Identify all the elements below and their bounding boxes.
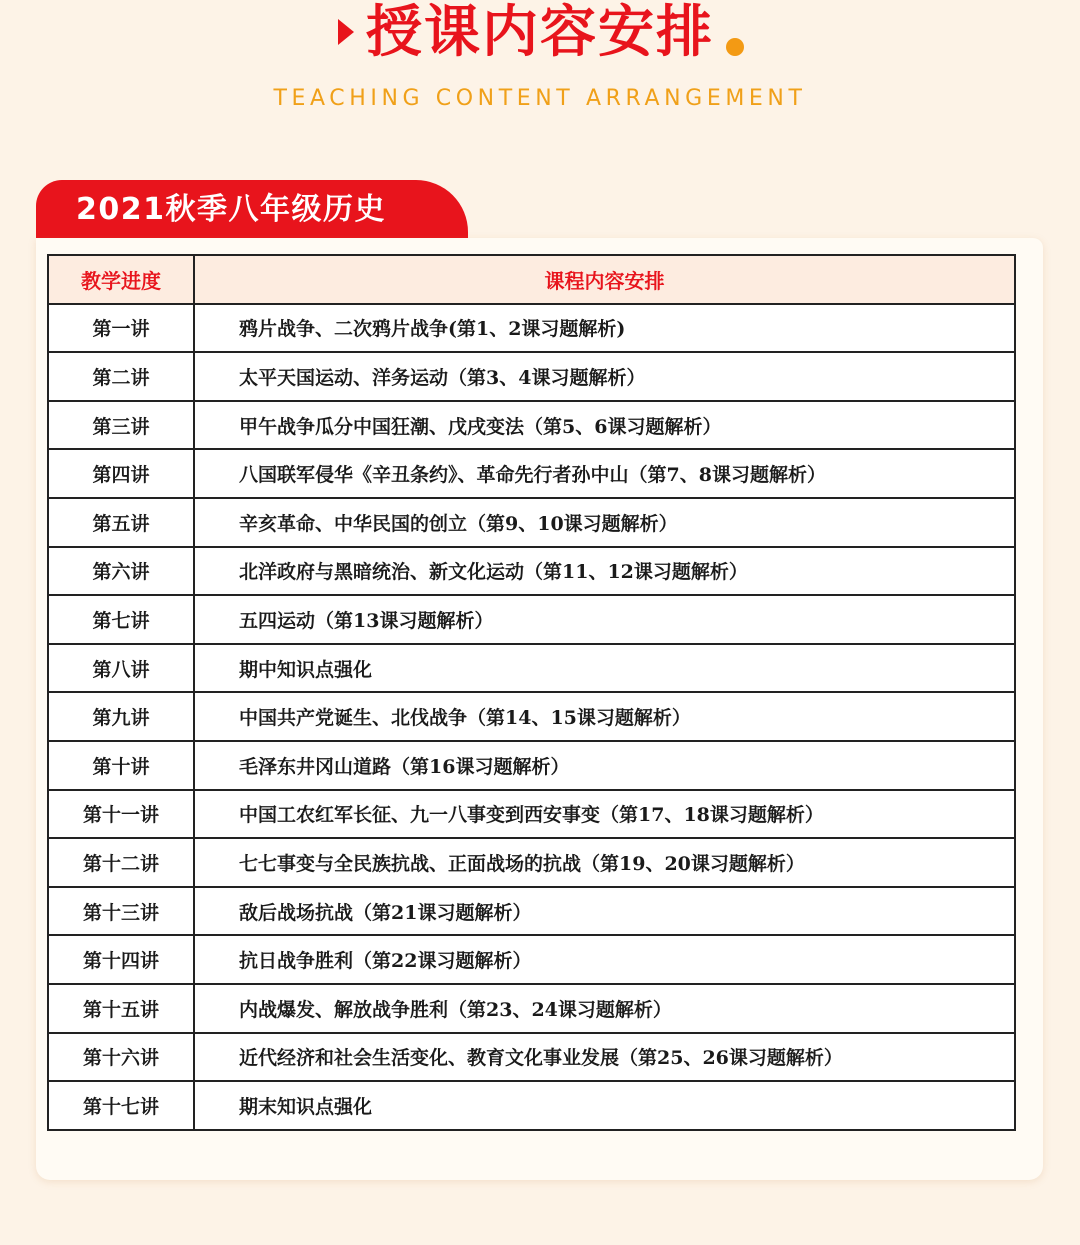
dot-marker-icon xyxy=(726,38,744,56)
table-row xyxy=(48,352,1015,401)
lecture-number-cell: 第十一讲 xyxy=(48,790,194,839)
lecture-content-cell: 中国工农红军长征、九一八事变到西安事变（第17、18课习题解析） xyxy=(194,790,1015,839)
schedule-table xyxy=(47,254,1016,1131)
lecture-number-cell: 第二讲 xyxy=(48,352,194,401)
table-row xyxy=(48,644,1015,693)
page-title-block xyxy=(366,2,714,64)
lecture-number-cell: 第十七讲 xyxy=(48,1081,194,1130)
lecture-number-cell: 第九讲 xyxy=(48,692,194,741)
lecture-content-cell: 敌后战场抗战（第21课习题解析） xyxy=(194,887,1015,936)
table-row xyxy=(48,935,1015,984)
table-row xyxy=(48,984,1015,1033)
column-header-content: 课程内容安排 xyxy=(194,255,1015,304)
lecture-content-cell: 近代经济和社会生活变化、教育文化事业发展（第25、26课习题解析） xyxy=(194,1033,1015,1082)
table-row xyxy=(48,741,1015,790)
table-row xyxy=(48,887,1015,936)
lecture-number-cell: 第五讲 xyxy=(48,498,194,547)
lecture-number-cell: 第十讲 xyxy=(48,741,194,790)
lecture-number-cell: 第八讲 xyxy=(48,644,194,693)
table-row xyxy=(48,1033,1015,1082)
lecture-content-cell: 七七事变与全民族抗战、正面战场的抗战（第19、20课习题解析） xyxy=(194,838,1015,887)
page-header xyxy=(0,0,1080,130)
table-row xyxy=(48,790,1015,839)
table-row xyxy=(48,304,1015,353)
lecture-content-cell: 甲午战争瓜分中国狂潮、戊戌变法（第5、6课习题解析） xyxy=(194,401,1015,450)
triangle-marker-icon xyxy=(338,19,354,45)
lecture-number-cell: 第四讲 xyxy=(48,449,194,498)
lecture-number-cell: 第一讲 xyxy=(48,304,194,353)
page-subtitle: TEACHING CONTENT ARRANGEMENT xyxy=(273,86,807,111)
course-tab-label: 2021秋季八年级历史 xyxy=(36,180,468,238)
lecture-number-cell: 第十六讲 xyxy=(48,1033,194,1082)
table-header-row xyxy=(48,255,1015,304)
lecture-number-cell: 第六讲 xyxy=(48,547,194,596)
lecture-content-cell: 内战爆发、解放战争胜利（第23、24课习题解析） xyxy=(194,984,1015,1033)
lecture-number-cell: 第七讲 xyxy=(48,595,194,644)
lecture-content-cell: 辛亥革命、中华民国的创立（第9、10课习题解析） xyxy=(194,498,1015,547)
column-header-progress: 教学进度 xyxy=(48,255,194,304)
table-row xyxy=(48,595,1015,644)
lecture-content-cell: 八国联军侵华《辛丑条约》、革命先行者孙中山（第7、8课习题解析） xyxy=(194,449,1015,498)
table-row xyxy=(48,547,1015,596)
lecture-content-cell: 中国共产党诞生、北伐战争（第14、15课习题解析） xyxy=(194,692,1015,741)
lecture-number-cell: 第三讲 xyxy=(48,401,194,450)
table-row xyxy=(48,838,1015,887)
lecture-content-cell: 期中知识点强化 xyxy=(194,644,1015,693)
lecture-number-cell: 第十四讲 xyxy=(48,935,194,984)
lecture-content-cell: 毛泽东井冈山道路（第16课习题解析） xyxy=(194,741,1015,790)
table-row xyxy=(48,449,1015,498)
lecture-content-cell: 太平天国运动、洋务运动（第3、4课习题解析） xyxy=(194,352,1015,401)
schedule-table-body xyxy=(48,304,1015,1130)
lecture-number-cell: 第十二讲 xyxy=(48,838,194,887)
lecture-content-cell: 鸦片战争、二次鸦片战争(第1、2课习题解析) xyxy=(194,304,1015,353)
table-row xyxy=(48,1081,1015,1130)
lecture-number-cell: 第十五讲 xyxy=(48,984,194,1033)
table-row xyxy=(48,692,1015,741)
lecture-content-cell: 期末知识点强化 xyxy=(194,1081,1015,1130)
page-title: 授课内容安排 xyxy=(366,0,714,65)
lecture-content-cell: 五四运动（第13课习题解析） xyxy=(194,595,1015,644)
table-row xyxy=(48,498,1015,547)
table-row xyxy=(48,401,1015,450)
lecture-content-cell: 抗日战争胜利（第22课习题解析） xyxy=(194,935,1015,984)
lecture-content-cell: 北洋政府与黑暗统治、新文化运动（第11、12课习题解析） xyxy=(194,547,1015,596)
lecture-number-cell: 第十三讲 xyxy=(48,887,194,936)
